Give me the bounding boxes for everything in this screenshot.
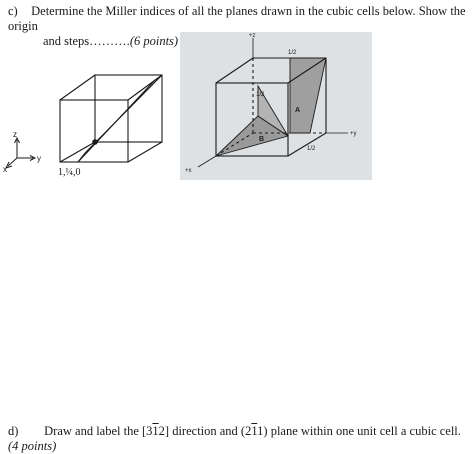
right-axis-z-label: +z bbox=[249, 33, 256, 39]
question-d-label: d) bbox=[8, 424, 19, 438]
fraction-mid-label: 1/2 bbox=[256, 92, 265, 98]
left-axis-x-label: x bbox=[3, 165, 7, 174]
left-axis-y-label: y bbox=[37, 154, 41, 163]
question-d-text-before: Draw and label the [3 bbox=[44, 424, 153, 438]
plane-a-label: A bbox=[295, 107, 301, 114]
left-axis-z-label: z bbox=[13, 130, 17, 139]
right-axis-y-label: +y bbox=[350, 131, 357, 137]
question-d-text-mid2: 1) plane within one unit cell a cubic cell. bbox=[257, 424, 461, 438]
left-cube-coordinate-label: 1,¼,0 bbox=[58, 167, 81, 178]
question-d-overbar-2: 1 bbox=[251, 424, 258, 438]
left-cube bbox=[60, 75, 162, 162]
question-c-text-line1: Determine the Miller indices of all the planes drawn in the cubic cells below. Show the origin bbox=[8, 4, 466, 33]
question-d-text-mid1: 2] direction and (2 bbox=[158, 424, 252, 438]
question-c-text-line2: and steps………. bbox=[43, 34, 130, 48]
plane-b-label: B bbox=[259, 136, 265, 143]
right-figure-photo bbox=[180, 32, 372, 180]
left-cube-front-face bbox=[60, 100, 128, 162]
fraction-top-label: 1/2 bbox=[288, 50, 297, 56]
left-axis-triad bbox=[6, 138, 35, 168]
right-axis-x-label: +x bbox=[185, 168, 192, 174]
question-d-points: (4 points) bbox=[8, 439, 57, 453]
question-c-label: c) bbox=[8, 4, 18, 18]
question-c-points: (6 points) bbox=[129, 34, 179, 48]
left-cube-point bbox=[93, 140, 97, 144]
question-d-overbar-1: 1 bbox=[152, 424, 159, 438]
question-d bbox=[8, 424, 468, 454]
fraction-right-label: 1/2 bbox=[307, 146, 316, 152]
